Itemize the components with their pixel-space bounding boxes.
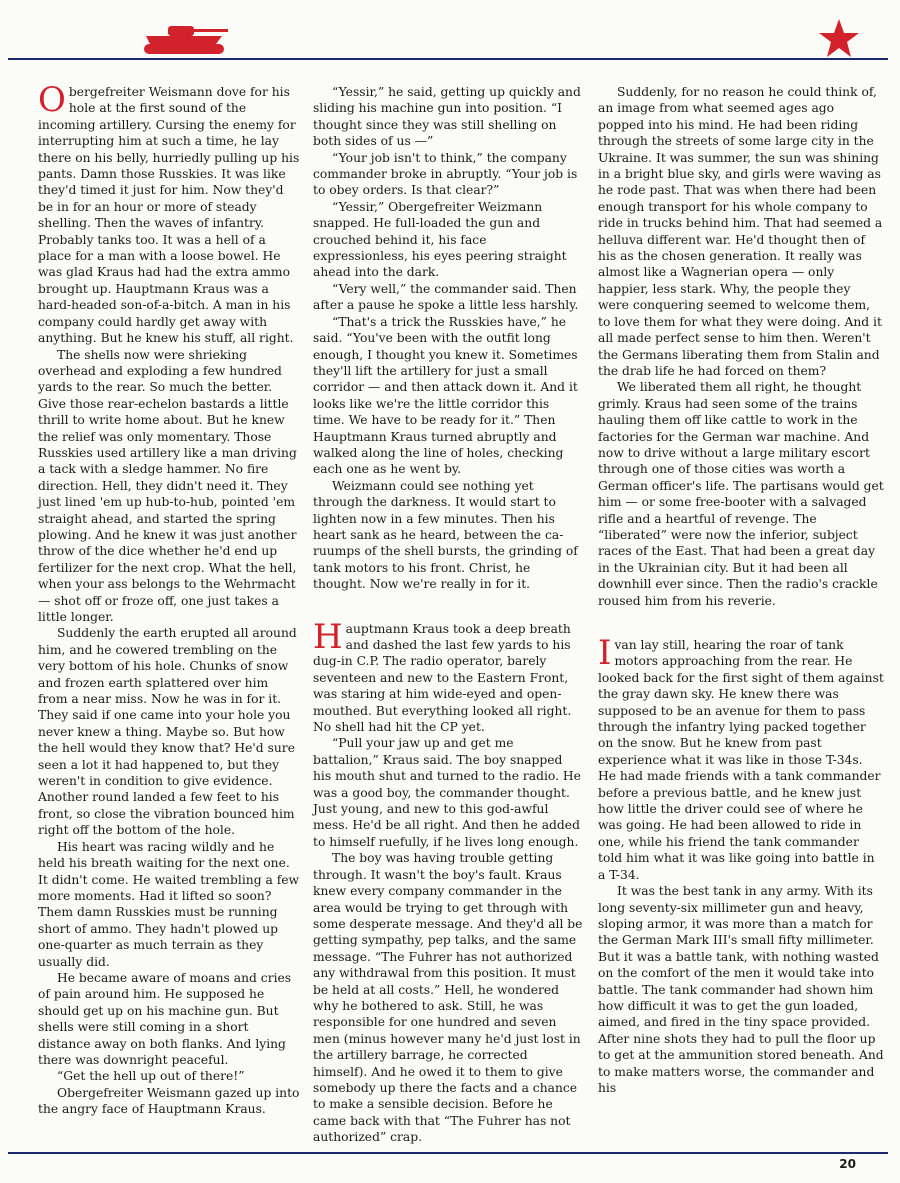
paragraph: “Your job isn't to think,” the company commander broke in abruptly. “Your job is to obey orders. Is that clear?”	[313, 150, 578, 198]
paragraph: “Get the hell up out of there!”	[57, 1069, 245, 1084]
drop-cap: H	[313, 616, 343, 657]
paragraph: Weizmann could see nothing yet through the darkness. It would start to lighten now in a few minutes. Then his heart sank as he heard, between the ca-ruumps of the shell bursts, the grinding of tank motors to his front. Christ, he thought. Now we're really in for it.	[313, 478, 578, 592]
paragraph: He became aware of moans and cries of pain around him. He supposed he should get up on his machine gun. But shells were still coming in a short distance away on both flanks. And lying there was downright peaceful.	[38, 970, 292, 1067]
paragraph: “Yessir,” he said, getting up quickly and sliding his machine gun into position. “I thought since they was still shelling on both sides of us —”	[313, 85, 581, 149]
section-break	[598, 609, 884, 637]
paragraph: The boy was having trouble getting through. It wasn't the boy's fault. Kraus knew every company commander in the area would be trying to get through with some desperate message. And they'd all be getting sympathy, pep talks, and the same message. “The Fuhrer has not authorized any withdrawal from this position. It must be held at all costs.” Hell, he wondered why he bothered to ask. Still, he was responsible for one hundred and seven men (minus however many he'd just lost in the artillery barrage, he corrected himself). And he owed it to them to give somebody up there the facts and a chance to make a sensible decision. Before he came back with that “The Fuhrer has not authorized” crap.	[313, 851, 583, 1145]
page-number: 20	[839, 1157, 856, 1171]
paragraph: We liberated them all right, he thought grimly. Kraus had seen some of the trains hauling them off like cattle to work in the factories for the German war machine. And now to drive without a large military escort through one of those cities was worth a German officer's life. The partisans would get him — or some free-booter with a salvaged rifle and a heartful of revenge. The “liberated” were now the inferior, subject races of the East. That had been a great day in the Ukrainian city. But it had been all downhill ever since. Then the radio's crackle roused him from his reverie.	[598, 380, 884, 608]
paragraph: The shells now were shrieking overhead and exploding a few hundred yards to the rear. So much the better. Give those rear-echelon bastards a little thrill to write home about. But he knew the relief was only momentary. Those Russkies used artillery like a man driving a tack with a sledge hammer. No fire direction. Hell, they didn't need it. They just lined 'em up hub-to-hub, pointed 'em straight ahead, and started the spring plowing. And he knew it was just another throw of the dice whether he'd end up fertilizer for the next crop. What the hell, when your ass belongs to the Wehrmacht — shot off or froze off, one just takes a little longer.	[38, 347, 297, 624]
column-1	[38, 80, 301, 1118]
column-3	[598, 84, 884, 1096]
paragraph: “Yessir,” Obergefreiter Weizmann snapped. He full-loaded the gun and crouched behind it, his face expressionless, his eyes peering straight ahead into the dark.	[313, 199, 567, 280]
paragraph: Ivan lay still, hearing the roar of tank motors approaching from the rear. He looked back for the first sight of them against the gray dawn sky. He knew there was supposed to be an avenue for them to pass through the infantry lying packed together on the snow. But he knew from past experience what it was like in those T-34s. He had made friends with a tank commander before a previous battle, and he knew just how little the driver could see of where he was going. He had been allowed to ride in one, while his friend the tank commander told him what it was like going into battle in a T-34.	[598, 633, 884, 882]
header-rule	[8, 58, 888, 60]
paragraph: “Pull your jaw up and get me battalion,” Kraus said. The boy snapped his mouth shut and turned to the radio. He was a good boy, the commander thought. Just young, and new to this god-awful mess. He'd be all right. And then he added to himself ruefully, if he lives long enough.	[313, 736, 581, 849]
tank-icon	[140, 22, 230, 58]
section-break	[313, 593, 583, 621]
paragraph: Obergefreiter Weismann gazed up into the angry face of Hauptmann Kraus.	[38, 1085, 300, 1117]
footer-rule	[8, 1152, 888, 1154]
red-star-icon	[818, 18, 860, 58]
paragraph: Suddenly, for no reason he could think of, an image from what seemed ages ago popped into his mind. He had been riding through the streets of some large city in the Ukraine. It was summer, the sun was shining in a bright blue sky, and girls were waving as he rode past. That was when there had been enough transport for his whole company to ride in trucks behind him. That had seemed a helluva different war. He'd thought then of his as the chosen generation. It really was almost like a Wagnerian opera — only happier, less stark. Why, the people they were conquering seemed to welcome them, to love them for what they were doing. And it all made perfect sense to him then. Weren't the Germans liberating them from Stalin and the drab life he had forced on them?	[598, 85, 883, 378]
drop-cap: I	[598, 633, 612, 673]
paragraph: It was the best tank in any army. With its long seventy-six millimeter gun and heavy, sloping armor, it was more than a match for the German Mark III's small fifty millimeter. But it was a battle tank, with nothing wasted on the comfort of the men it would take into battle. The tank commander had shown him how difficult it was to get the gun loaded, aimed, and fired in the tiny space provided. After nine shots they had to pull the floor up to get at the ammunition stored beneath. And to make matters worse, the commander and his	[598, 884, 884, 1095]
paragraph: Obergefreiter Weismann dove for his hole at the first sound of the incoming artillery. Cursing the enemy for interrupting him at such a time, he lay there on his belly, hurriedly pulling up his pants. Damn those Russkies. It was like they'd timed it just for him. Now they'd be in for an hour or more of steady shelling. Then the waves of infantry. Probably tanks too. It was a hell of a place for a man with a loose bowel. He was glad Kraus had had the extra ammo brought up. Hauptmann Kraus was a hard-headed son-of-a-bitch. A man in his company could hardly get away with anything. But he knew his stuff, all right.	[38, 80, 300, 346]
drop-cap: O	[38, 80, 66, 120]
column-2	[313, 84, 583, 1146]
paragraph: “That's a trick the Russkies have,” he said. “You've been with the outfit long enough, I thought you knew it. Sometimes they'll lift the artillery for just a small corridor — and then attack down it. And it looks like we're the little corridor this time. We have to be ready for it.” Then Hauptmann Kraus turned abruptly and walked along the line of holes, checking each one as he went by.	[313, 314, 578, 477]
paragraph: Hauptmann Kraus took a deep breath and dashed the last few yards to his dug-in C.P. The radio operator, barely seventeen and new to the Eastern Front, was staring at him wide-eyed and open-mouthed. But everything looked all right. No shell had hit the CP yet.	[313, 616, 572, 735]
paragraph: “Very well,” the commander said. Then after a pause he spoke a little less harshly.	[313, 281, 579, 313]
paragraph: His heart was racing wildly and he held his breath waiting for the next one. It didn't come. He waited trembling a few more moments. Had it lifted so soon? Them damn Russkies must be running short of ammo. They hadn't plowed up one-quarter as much terrain as they usually did.	[38, 839, 300, 969]
paragraph: Suddenly the earth erupted all around him, and he cowered trembling on the very bottom of his hole. Chunks of snow and frozen earth splattered over him from a near miss. Now he was in for it. They said if one came into your hole you never knew a thing. Maybe so. But how the hell would they know that? He'd sure seen a lot it had happened to, but they weren't in condition to give evidence. Another round landed a few feet to his front, so close the vibration bounced him right off the bottom of the hole.	[38, 626, 297, 838]
